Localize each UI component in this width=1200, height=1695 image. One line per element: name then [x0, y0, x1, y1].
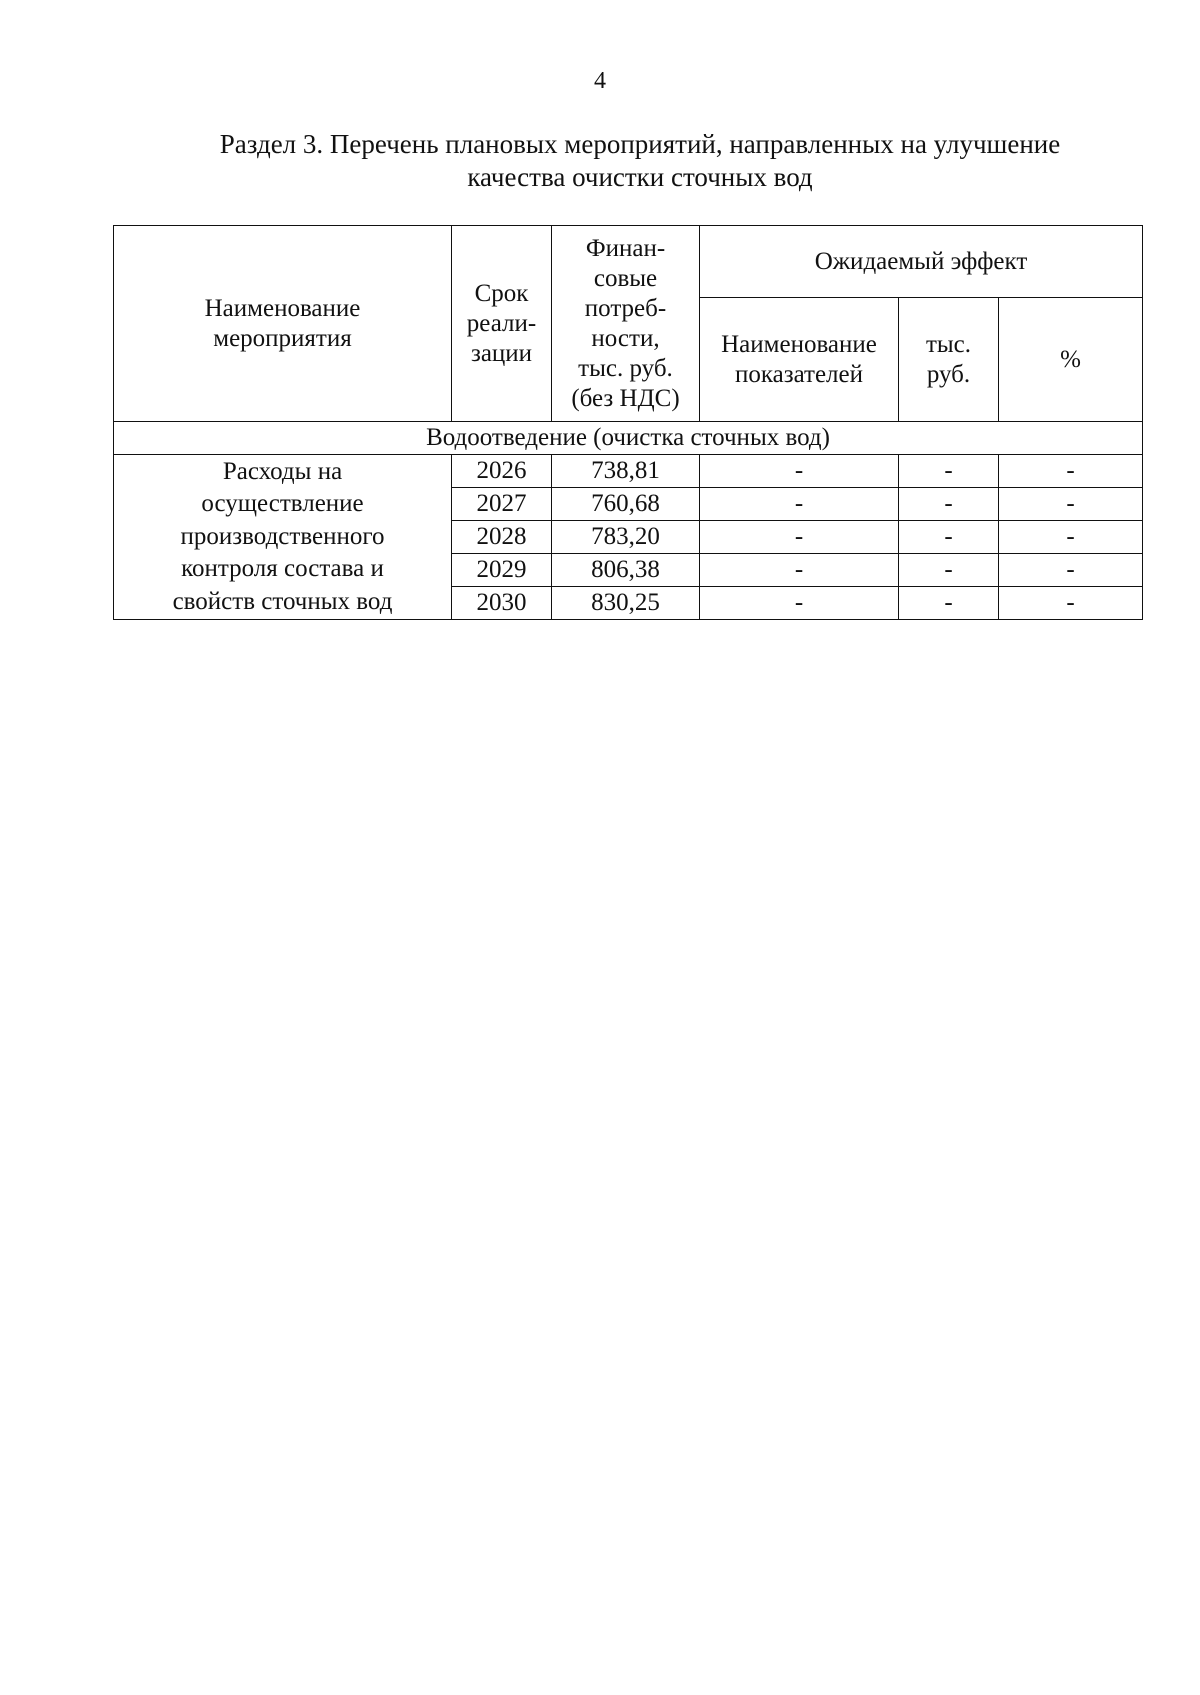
header-thousand-line: руб.	[926, 360, 971, 388]
thousand-cell: -	[899, 521, 999, 554]
year-cell: 2028	[452, 521, 552, 554]
measure-name	[114, 455, 452, 620]
finance-cell: 760,68	[552, 488, 700, 521]
thousand-cell: -	[899, 587, 999, 620]
measure-name-line: контроля состава и	[181, 555, 384, 583]
percent-cell: -	[999, 488, 1143, 521]
header-indicator-name	[700, 298, 899, 422]
header-indicator-line: показателей	[734, 360, 864, 388]
table-row	[114, 455, 1143, 488]
header-thousand-rub	[899, 298, 999, 422]
measure-name-line: осуществление	[201, 490, 364, 518]
header-finance	[552, 226, 700, 422]
header-finance-line: совые	[593, 264, 658, 292]
header-finance-line: ности,	[591, 324, 660, 352]
header-term	[452, 226, 552, 422]
indicator-cell: -	[700, 587, 899, 620]
header-term-line: зации	[470, 339, 533, 367]
header-term-line: Срок	[474, 279, 529, 307]
header-finance-line: Финан-	[585, 234, 666, 262]
year-cell: 2029	[452, 554, 552, 587]
section-title-line-2: качества очистки сточных вод	[467, 162, 813, 192]
year-cell: 2027	[452, 488, 552, 521]
indicator-cell: -	[700, 455, 899, 488]
header-thousand-line: тыс.	[925, 330, 972, 358]
year-cell: 2026	[452, 455, 552, 488]
header-percent: %	[999, 298, 1143, 422]
header-term-line: реали-	[466, 309, 537, 337]
thousand-cell: -	[899, 554, 999, 587]
percent-cell: -	[999, 455, 1143, 488]
group-title: Водоотведение (очистка сточных вод)	[114, 422, 1143, 455]
header-expected-effect: Ожидаемый эффект	[700, 226, 1143, 298]
thousand-cell: -	[899, 455, 999, 488]
section-title-line-1: Раздел 3. Перечень плановых мероприятий, направленных на улучшение	[219, 129, 1061, 159]
thousand-cell: -	[899, 488, 999, 521]
measure-name-line: Расходы на	[222, 457, 343, 485]
finance-cell: 738,81	[552, 455, 700, 488]
indicator-cell: -	[700, 521, 899, 554]
finance-cell: 783,20	[552, 521, 700, 554]
percent-cell: -	[999, 521, 1143, 554]
header-indicator-line: Наименование	[721, 330, 877, 358]
measure-name-line: свойств сточных вод	[172, 587, 393, 615]
header-measure-name	[114, 226, 452, 422]
finance-cell: 806,38	[552, 554, 700, 587]
indicator-cell: -	[700, 488, 899, 521]
header-finance-line: потреб-	[584, 294, 667, 322]
measures-table	[113, 225, 1143, 620]
header-measure-name-line: мероприятия	[213, 324, 352, 352]
header-finance-line: (без НДС)	[571, 384, 680, 412]
indicator-cell: -	[700, 554, 899, 587]
measure-name-line: производственного	[180, 522, 385, 550]
page-number: 4	[594, 68, 606, 94]
percent-cell: -	[999, 554, 1143, 587]
finance-cell: 830,25	[552, 587, 700, 620]
header-measure-name-line: Наименование	[204, 294, 361, 322]
section-title	[140, 128, 1140, 194]
year-cell: 2030	[452, 587, 552, 620]
header-finance-line: тыс. руб.	[578, 354, 673, 382]
percent-cell: -	[999, 587, 1143, 620]
